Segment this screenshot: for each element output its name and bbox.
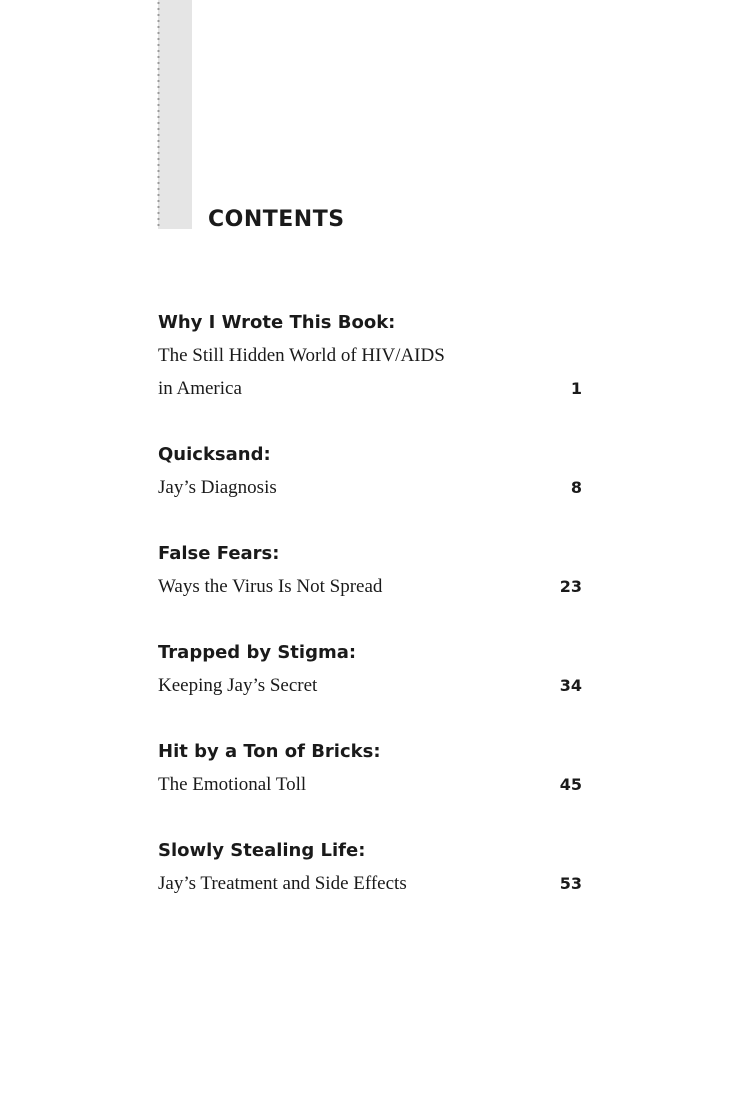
decorative-side-bar	[158, 0, 192, 229]
toc-entry-subtitle-line	[158, 570, 582, 603]
toc-page-number: 34	[559, 676, 582, 695]
toc-entry-subtitle-line	[158, 669, 582, 702]
toc-entry-heading: Quicksand:	[158, 444, 271, 465]
toc-entry-trapped-by-stigma[interactable]	[158, 636, 582, 702]
toc-entry-subtitle-line	[158, 471, 582, 504]
toc-page-number: 23	[559, 577, 582, 596]
decorative-dotted-edge	[157, 0, 160, 229]
toc-entry-subtitle-text: Jay’s Diagnosis	[158, 477, 277, 498]
toc-page-number: 45	[559, 775, 582, 794]
toc-page-number: 8	[570, 478, 582, 497]
toc-entry-subtitle-text: Keeping Jay’s Secret	[158, 675, 318, 696]
toc-entry-heading: Why I Wrote This Book:	[158, 312, 396, 333]
toc-entry-subtitle: The Still Hidden World of HIV/AIDS	[158, 345, 445, 366]
toc-entry-subtitle-text: Ways the Virus Is Not Spread	[158, 576, 383, 597]
toc-entry-slowly-stealing-life[interactable]	[158, 834, 582, 900]
toc-entry-quicksand[interactable]	[158, 438, 582, 504]
toc-entry-heading: Hit by a Ton of Bricks:	[158, 741, 381, 762]
toc-entry-subtitle-line	[158, 372, 582, 405]
page-title: CONTENTS	[208, 207, 345, 232]
toc-entry-subtitle-line	[158, 867, 582, 900]
toc-entry-subtitle-line	[158, 768, 582, 801]
toc-entry-subtitle-text: The Emotional Toll	[158, 774, 307, 795]
toc-entry-subtitle-text: Jay’s Treatment and Side Effects	[158, 873, 407, 894]
toc-entry-heading: Slowly Stealing Life:	[158, 840, 366, 861]
toc-entry-subtitle-text: in America	[158, 378, 242, 399]
toc-entry-why-i-wrote-this-book[interactable]	[158, 306, 582, 405]
toc-entry-heading: Trapped by Stigma:	[158, 642, 357, 663]
toc-entry-heading: False Fears:	[158, 543, 280, 564]
toc-page-number: 1	[570, 379, 582, 398]
toc-entry-false-fears[interactable]	[158, 537, 582, 603]
toc-entry-hit-by-a-ton-of-bricks[interactable]	[158, 735, 582, 801]
toc-page-number: 53	[559, 874, 582, 893]
